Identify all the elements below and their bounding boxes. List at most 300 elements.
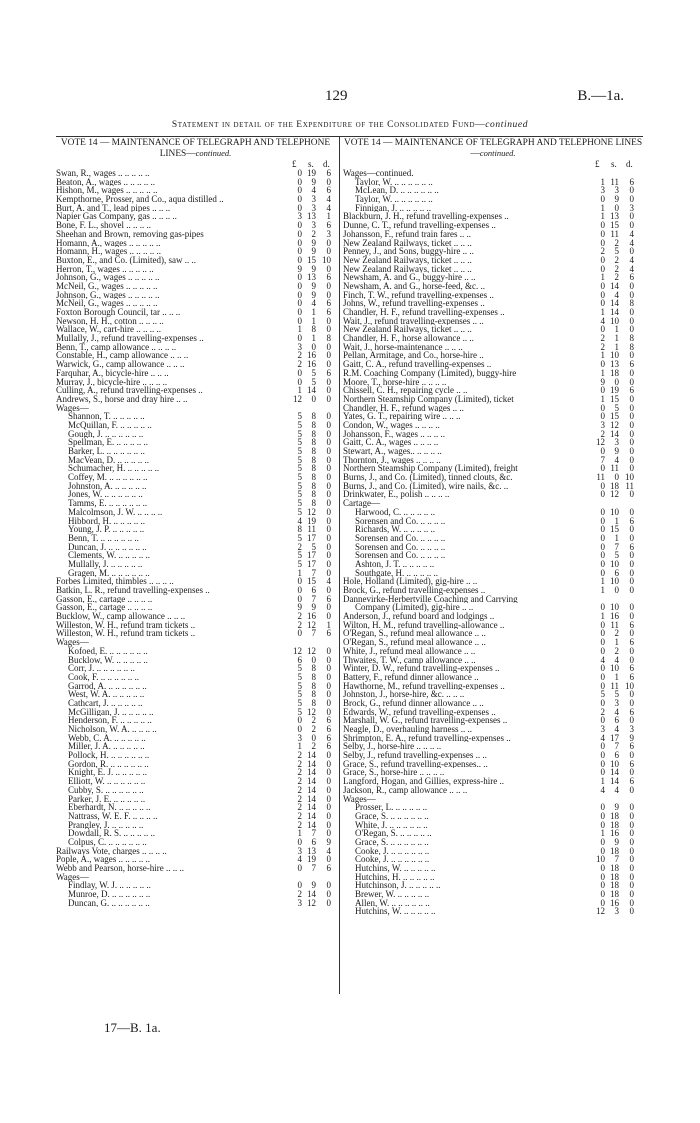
entry-description: Clements, W. .. .. .. .. .. bbox=[68, 551, 151, 560]
entry-description: Wages—continued. bbox=[343, 169, 414, 178]
entry-description: Northern Steamship Company (Limited), ticket bbox=[343, 394, 514, 404]
amount-pence: 0 bbox=[629, 611, 634, 622]
entry-description: Herron, T., wages .. .. .. .. .. bbox=[56, 264, 154, 274]
amount-pence: 0 bbox=[326, 376, 331, 387]
amount-pounds: 1 bbox=[600, 307, 605, 317]
entry-description: Nicholson, W. A. .. .. .. .. bbox=[68, 725, 157, 734]
amount-pence: 6 bbox=[629, 515, 634, 526]
ledger-entry bbox=[56, 829, 335, 838]
entry-description: Cathcart, J. .. .. .. .. .. bbox=[68, 698, 143, 708]
amount-pounds: 4 bbox=[600, 732, 605, 743]
entry-description: Pellan, Armitage, and Co., horse-hire .. bbox=[343, 351, 484, 361]
amount-pounds: 0 bbox=[600, 506, 605, 517]
amount-shillings: 9 bbox=[311, 602, 316, 613]
ledger-entry bbox=[343, 881, 643, 890]
amount-pounds: 0 bbox=[600, 280, 605, 291]
ledger-entry bbox=[343, 777, 643, 786]
amount-shillings: 12 bbox=[307, 706, 316, 717]
entry-description: Napier Gas Company, gas .. .. .. .. bbox=[56, 212, 177, 222]
amount-pence: 0 bbox=[629, 315, 634, 326]
ledger-entry bbox=[343, 447, 643, 456]
entry-description: Yates, G. T., repairing wire .. .. .. bbox=[343, 412, 461, 421]
amount-shillings: 15 bbox=[307, 254, 316, 265]
entry-description: New Zealand Railways, ticket .. .. .. bbox=[343, 325, 472, 335]
amount-pence: 6 bbox=[629, 706, 634, 717]
entry-amount bbox=[290, 629, 336, 638]
ledger-entry bbox=[56, 812, 335, 821]
amount-shillings: 9 bbox=[614, 836, 619, 847]
amount-pence: 6 bbox=[326, 298, 331, 309]
amount-shillings: 12 bbox=[307, 897, 316, 908]
amount-pounds: 0 bbox=[600, 697, 605, 708]
amount-pounds: 2 bbox=[297, 611, 302, 622]
ledger-entry bbox=[343, 525, 643, 534]
amount-shillings: 8 bbox=[311, 689, 316, 700]
amount-shillings: 10 bbox=[610, 576, 619, 587]
entry-description: Taylor, W. .. .. .. .. .. .. bbox=[355, 195, 433, 204]
amount-pence: 0 bbox=[326, 454, 331, 465]
amount-shillings: 2 bbox=[614, 254, 619, 265]
ledger-entry bbox=[56, 795, 335, 804]
amount-pounds: 0 bbox=[600, 671, 605, 682]
amount-pence: 0 bbox=[629, 550, 634, 561]
amount-pence: 0 bbox=[629, 402, 634, 413]
amount-pounds: 0 bbox=[600, 889, 605, 900]
amount-shillings: 10 bbox=[610, 558, 619, 569]
pound-unit: £ bbox=[292, 159, 297, 169]
entry-description: Webb, C. A. .. .. .. .. .. bbox=[68, 733, 146, 743]
ledger-entry bbox=[56, 664, 335, 673]
amount-pounds: 4 bbox=[600, 315, 605, 326]
amount-shillings: 14 bbox=[307, 784, 316, 795]
entry-description: Gaitt, C. A., wages .. .. .. .. bbox=[343, 438, 439, 448]
amount-pence: 0 bbox=[629, 489, 634, 500]
ledger-entry bbox=[56, 195, 335, 204]
amount-shillings: 11 bbox=[610, 680, 619, 691]
amount-shillings: 8 bbox=[311, 411, 316, 422]
amount-shillings: 1 bbox=[311, 307, 316, 317]
amount-pence: 0 bbox=[629, 246, 634, 257]
ledger-entry bbox=[343, 577, 643, 586]
amount-pence: 0 bbox=[326, 480, 331, 491]
amount-pence: 6 bbox=[326, 185, 331, 196]
ledger-entry bbox=[343, 595, 643, 604]
amount-pounds: 1 bbox=[297, 324, 302, 335]
amount-pence: 0 bbox=[629, 836, 634, 847]
amount-shillings: 10 bbox=[610, 315, 619, 326]
amount-pence: 6 bbox=[629, 758, 634, 769]
amount-pounds: 5 bbox=[297, 706, 302, 717]
entry-description: Swan, R., wages .. .. .. .. .. bbox=[56, 169, 150, 178]
amount-pounds: 5 bbox=[297, 489, 302, 500]
ledger-entry bbox=[343, 543, 643, 552]
amount-pounds: 2 bbox=[297, 793, 302, 804]
amount-shillings: 8 bbox=[311, 480, 316, 491]
ledger-entry bbox=[56, 682, 335, 691]
amount-pounds: 0 bbox=[297, 237, 302, 248]
entry-description: Thornton, J., wages .. .. .. .. bbox=[343, 455, 441, 465]
amount-shillings: 18 bbox=[610, 871, 619, 882]
entry-description: Shrimpton, E. A., refund travelling-expenses .. bbox=[343, 733, 511, 743]
amount-pounds: 0 bbox=[297, 307, 302, 317]
amount-pounds: 0 bbox=[600, 228, 605, 239]
entry-description: Finch, T. W., refund travelling-expenses .. bbox=[343, 290, 494, 300]
amount-pence: 0 bbox=[629, 871, 634, 882]
amount-pence: 0 bbox=[326, 506, 331, 517]
amount-pounds: 0 bbox=[600, 194, 605, 205]
shilling-unit: s. bbox=[611, 159, 617, 169]
amount-pence: 0 bbox=[629, 280, 634, 291]
amount-shillings: 12 bbox=[610, 419, 619, 430]
amount-pounds: 5 bbox=[297, 472, 302, 483]
amount-pence: 0 bbox=[629, 645, 634, 656]
amount-pence: 10 bbox=[625, 472, 634, 483]
amount-shillings: 4 bbox=[614, 784, 619, 795]
amount-shillings: 8 bbox=[311, 663, 316, 674]
left-units-header bbox=[56, 160, 335, 169]
amount-pence: 4 bbox=[326, 194, 331, 205]
amount-pounds: 4 bbox=[600, 784, 605, 795]
amount-pence: 0 bbox=[326, 810, 331, 821]
amount-pence: 0 bbox=[629, 880, 634, 891]
amount-pence: 0 bbox=[629, 524, 634, 535]
amount-pence: 0 bbox=[629, 897, 634, 908]
ledger-entry bbox=[56, 343, 335, 352]
amount-shillings: 3 bbox=[311, 202, 316, 213]
ledger-entry bbox=[56, 569, 335, 578]
amount-pence: 6 bbox=[326, 732, 331, 743]
entry-description: Murray, J., bicycle-hire .. .. .. .. bbox=[56, 377, 168, 387]
amount-shillings: 13 bbox=[307, 211, 316, 222]
amount-shillings: 5 bbox=[311, 367, 316, 378]
ledger-entry bbox=[56, 560, 335, 569]
amount-pounds: 12 bbox=[293, 393, 302, 404]
entry-description: Penney, J., and Sons, buggy-hire .. .. bbox=[343, 247, 474, 256]
amount-pounds: 5 bbox=[297, 498, 302, 509]
amount-shillings: 2 bbox=[614, 237, 619, 248]
amount-pence: 0 bbox=[326, 280, 331, 291]
amount-shillings: 7 bbox=[311, 828, 316, 839]
ledger-entry bbox=[343, 603, 643, 612]
amount-pounds: 0 bbox=[297, 315, 302, 326]
ledger-entry bbox=[343, 621, 643, 630]
amount-shillings: 1 bbox=[614, 637, 619, 648]
entry-description: West, W. A. .. .. .. .. .. bbox=[68, 690, 145, 699]
entry-description: Gough, J. .. .. .. .. .. .. bbox=[68, 429, 144, 439]
amount-shillings: 11 bbox=[610, 619, 619, 630]
ledger-entry bbox=[56, 395, 335, 404]
right-title-text: VOTE 14 — MAINTENANCE OF TELEGRAPH AND TELEPHONE LINES— bbox=[343, 138, 643, 159]
ledger-entry bbox=[343, 195, 643, 204]
amount-pence: 4 bbox=[629, 254, 634, 265]
amount-pounds: 0 bbox=[297, 333, 302, 344]
ledger-entry bbox=[56, 699, 335, 708]
amount-pence: 0 bbox=[326, 515, 331, 526]
amount-pence: 0 bbox=[326, 611, 331, 622]
amount-pounds: 0 bbox=[600, 880, 605, 891]
amount-pounds: 5 bbox=[297, 506, 302, 517]
amount-shillings: 18 bbox=[610, 880, 619, 891]
ledger-entry bbox=[56, 821, 335, 830]
entry-description: Mullally, J., refund travelling-expenses .. bbox=[56, 334, 204, 343]
pence-unit: d. bbox=[626, 159, 633, 169]
entry-amount bbox=[290, 864, 336, 873]
ledger-entry bbox=[343, 343, 643, 352]
amount-shillings: 4 bbox=[614, 706, 619, 717]
entry-description: O'Regan, S., refund meal allowance .. .. bbox=[343, 629, 486, 639]
ledger-entry bbox=[56, 247, 335, 256]
amount-pence: 4 bbox=[326, 202, 331, 213]
entry-description: Garrod, A. .. .. .. .. .. .. bbox=[68, 681, 147, 691]
amount-shillings: 8 bbox=[311, 697, 316, 708]
ledger-entry bbox=[343, 308, 643, 317]
amount-pounds: 5 bbox=[297, 550, 302, 561]
ledger-entry bbox=[56, 464, 335, 473]
amount-pounds: 5 bbox=[297, 411, 302, 422]
amount-pounds: 1 bbox=[600, 393, 605, 404]
amount-pence: 0 bbox=[629, 558, 634, 569]
entry-description: Elliott, W. .. .. .. .. .. .. bbox=[68, 777, 146, 786]
entry-description: Hole, Holland (Limited), gig-hire .. .. bbox=[343, 577, 478, 587]
amount-pounds: 2 bbox=[297, 750, 302, 761]
amount-shillings: 7 bbox=[311, 628, 316, 639]
amount-pounds: 0 bbox=[297, 228, 302, 239]
ledger-entry bbox=[343, 360, 643, 369]
entry-description: Sheehan and Brown, removing gas-pipes bbox=[56, 229, 204, 239]
amount-shillings: 0 bbox=[311, 654, 316, 665]
entry-description: Hutchins, W. .. .. .. .. .. bbox=[355, 864, 436, 873]
ledger-entry bbox=[56, 890, 335, 899]
amount-shillings: 16 bbox=[307, 359, 316, 370]
left-title-text: VOTE 14 — MAINTENANCE OF TELEGRAPH AND TELEPHONE LINES— bbox=[60, 138, 331, 159]
right-units-header bbox=[343, 160, 643, 169]
ledger-entry bbox=[56, 265, 335, 274]
amount-shillings: 7 bbox=[311, 593, 316, 604]
entry-description: Chandler, H. F., horse allowance .. .. bbox=[343, 334, 474, 343]
entry-description: Cubby, S. .. .. .. .. .. .. bbox=[68, 785, 144, 795]
ledger-entry bbox=[343, 795, 643, 804]
ledger-entry bbox=[343, 682, 643, 691]
entry-description: Willeston, W. H., refund tram tickets .. bbox=[56, 620, 196, 630]
amount-shillings: 4 bbox=[311, 185, 316, 196]
amount-pounds: 3 bbox=[297, 732, 302, 743]
entry-description: Hutchinson, J. .. .. .. .. .. bbox=[355, 881, 441, 891]
ledger-entry bbox=[343, 378, 643, 387]
amount-shillings: 14 bbox=[610, 428, 619, 439]
entry-description: Shannon, T. .. .. .. .. .. bbox=[68, 412, 145, 421]
amount-pounds: 0 bbox=[297, 220, 302, 231]
ledger-entry bbox=[56, 282, 335, 291]
amount-shillings: 14 bbox=[610, 776, 619, 787]
entry-description: O'Regan, S. .. .. .. .. .. bbox=[355, 829, 432, 838]
amount-pence: 0 bbox=[629, 810, 634, 821]
entry-description: Brock, G., refund travelling-expenses .. bbox=[343, 586, 486, 595]
ledger-entry bbox=[56, 360, 335, 369]
amount-shillings: 6 bbox=[614, 567, 619, 578]
amount-pounds: 5 bbox=[297, 428, 302, 439]
entry-description: Cartage— bbox=[343, 499, 380, 508]
amount-pounds: 5 bbox=[297, 463, 302, 474]
amount-pounds: 2 bbox=[600, 246, 605, 257]
amount-pounds: 2 bbox=[600, 333, 605, 344]
amount-shillings: 0 bbox=[614, 202, 619, 213]
amount-pence: 0 bbox=[326, 567, 331, 578]
entry-description: Mullally, J. .. .. .. .. .. bbox=[68, 559, 143, 569]
amount-pence: 4 bbox=[629, 263, 634, 274]
amount-shillings: 2 bbox=[614, 272, 619, 283]
entry-description: Sorensen and Co. .. .. .. .. bbox=[355, 542, 446, 552]
amount-shillings: 4 bbox=[614, 289, 619, 300]
amount-shillings: 0 bbox=[311, 732, 316, 743]
amount-pounds: 7 bbox=[600, 454, 605, 465]
amount-pounds: 1 bbox=[600, 776, 605, 787]
entry-description: Wages— bbox=[56, 872, 89, 882]
ledger-entry bbox=[343, 708, 643, 717]
amount-pence: 0 bbox=[326, 385, 331, 396]
amount-pounds: 1 bbox=[297, 385, 302, 396]
amount-pounds: 0 bbox=[297, 715, 302, 726]
amount-shillings: 4 bbox=[614, 454, 619, 465]
amount-pence: 8 bbox=[629, 298, 634, 309]
amount-shillings: 8 bbox=[311, 671, 316, 682]
entry-description: Kofoed, E. .. .. .. .. .. .. bbox=[68, 646, 148, 656]
entry-description: Young, J. P. .. .. .. .. .. bbox=[68, 525, 145, 534]
ledger-entry bbox=[56, 621, 335, 630]
ledger-entry bbox=[56, 864, 335, 873]
ledger-entry bbox=[343, 812, 643, 821]
amount-pounds: 5 bbox=[297, 419, 302, 430]
amount-pence: 0 bbox=[326, 758, 331, 769]
amount-shillings: 9 bbox=[311, 237, 316, 248]
amount-pence: 0 bbox=[326, 550, 331, 561]
ledger-entry bbox=[343, 412, 643, 421]
amount-pence: 0 bbox=[326, 645, 331, 656]
entry-description: Sorensen and Co. .. .. .. .. bbox=[355, 551, 446, 560]
amount-pence: 6 bbox=[326, 367, 331, 378]
entry-description: Jones, W. .. .. .. .. .. .. bbox=[68, 490, 143, 500]
entry-description: R.M. Coaching Company (Limited), buggy-hire bbox=[343, 368, 517, 378]
amount-pounds: 0 bbox=[600, 298, 605, 309]
entry-description: Brewer, W. .. .. .. .. .. bbox=[355, 890, 430, 899]
entry-description: Marshall, W. G., refund travelling-expenses .. bbox=[343, 716, 508, 726]
entry-description: Gragen, M. .. .. .. .. .. .. bbox=[68, 568, 150, 578]
ledger-entry bbox=[343, 204, 643, 213]
ledger-entry bbox=[343, 786, 643, 795]
amount-pence: 0 bbox=[629, 845, 634, 856]
entry-description: Stewart, A., wages.. .. .. .. .. bbox=[343, 447, 442, 456]
amount-pounds: 0 bbox=[297, 593, 302, 604]
amount-shillings: 8 bbox=[311, 498, 316, 509]
entry-description: Burns, J., and Co. (Limited), tinned clouts, &c. bbox=[343, 473, 513, 482]
amount-pence: 0 bbox=[629, 307, 634, 317]
amount-pounds: 12 bbox=[596, 437, 605, 448]
entry-description: Ashton, J. T. .. .. .. .. .. bbox=[355, 559, 435, 569]
amount-pounds: 0 bbox=[297, 202, 302, 213]
entry-description: Cooke, J. .. .. .. .. .. .. bbox=[355, 855, 430, 865]
amount-shillings: 13 bbox=[307, 272, 316, 283]
amount-pounds: 5 bbox=[297, 689, 302, 700]
amount-shillings: 6 bbox=[311, 836, 316, 847]
amount-pounds: 2 bbox=[297, 802, 302, 813]
entry-description: Eberhardt, N. .. .. .. .. .. bbox=[68, 803, 151, 812]
ledger-entry bbox=[56, 551, 335, 560]
ledger-entry bbox=[343, 317, 643, 326]
page-number: 129 bbox=[325, 88, 348, 104]
amount-pence: 0 bbox=[326, 437, 331, 448]
amount-pence: 0 bbox=[629, 863, 634, 873]
ledger-entry bbox=[56, 369, 335, 378]
entry-description: Warwick, G., camp allowance .. .. .. bbox=[56, 360, 185, 369]
amount-pence: 0 bbox=[629, 194, 634, 205]
entry-description: McQuillan, F. .. .. .. .. .. bbox=[68, 420, 152, 430]
amount-pounds: 2 bbox=[600, 341, 605, 352]
amount-pence: 0 bbox=[326, 524, 331, 535]
entry-description: Jackson, R., camp allowance .. .. .. bbox=[343, 785, 468, 795]
ledger-entry bbox=[343, 864, 643, 873]
right-title-continued: continued. bbox=[479, 148, 516, 158]
amount-shillings: 14 bbox=[307, 802, 316, 813]
amount-pounds: 5 bbox=[297, 558, 302, 569]
amount-pence: 6 bbox=[326, 863, 331, 873]
amount-pounds: 2 bbox=[297, 889, 302, 900]
amount-pounds: 2 bbox=[600, 428, 605, 439]
entry-description: Burns, J., and Co. (Limited), wire nails, &c. .. bbox=[343, 481, 509, 491]
ledger-entry bbox=[56, 221, 335, 230]
entry-description: Culling, A., refund travelling-expenses .. bbox=[56, 386, 203, 395]
amount-pence: 6 bbox=[326, 168, 331, 178]
amount-pence: 0 bbox=[326, 263, 331, 274]
amount-pounds: 0 bbox=[297, 836, 302, 847]
entry-description: Johnson, G., wages .. .. .. .. .. bbox=[56, 290, 160, 300]
entry-description: Duncan, G. .. .. .. .. .. .. bbox=[68, 898, 150, 908]
amount-pounds: 3 bbox=[600, 724, 605, 734]
amount-pence: 0 bbox=[629, 628, 634, 639]
right-entry-list bbox=[343, 169, 643, 916]
ledger-entry bbox=[343, 404, 643, 413]
amount-shillings: 11 bbox=[610, 176, 619, 187]
entry-description: Constable, H., camp allowance .. .. .. bbox=[56, 351, 189, 361]
entry-amount bbox=[290, 899, 336, 908]
entry-amount bbox=[593, 786, 639, 795]
amount-pence: 6 bbox=[629, 385, 634, 396]
amount-pence: 0 bbox=[326, 498, 331, 509]
ledger-entry bbox=[343, 299, 643, 308]
amount-pence: 0 bbox=[629, 567, 634, 578]
amount-pounds: 4 bbox=[297, 515, 302, 526]
ledger-entry bbox=[56, 490, 335, 499]
amount-shillings: 12 bbox=[307, 506, 316, 517]
amount-pence: 6 bbox=[629, 541, 634, 552]
amount-pounds: 5 bbox=[297, 480, 302, 491]
amount-shillings: 1 bbox=[311, 315, 316, 326]
ledger-entry bbox=[56, 629, 335, 638]
amount-pence: 0 bbox=[629, 767, 634, 778]
ledger-entry bbox=[56, 751, 335, 760]
entry-amount bbox=[593, 907, 639, 916]
amount-shillings: 0 bbox=[311, 393, 316, 404]
amount-shillings: 10 bbox=[610, 602, 619, 613]
ledger-entry bbox=[56, 881, 335, 890]
ledger-entry bbox=[56, 708, 335, 717]
ledger-entry bbox=[56, 308, 335, 317]
ledger-entry bbox=[343, 239, 643, 248]
ledger-entry bbox=[56, 873, 335, 882]
entry-description: Southgate, H. .. .. .. .. .. bbox=[355, 568, 438, 578]
amount-pence: 0 bbox=[326, 767, 331, 778]
ledger-entry bbox=[343, 829, 643, 838]
left-column-title bbox=[56, 138, 335, 159]
amount-pence: 0 bbox=[629, 750, 634, 761]
